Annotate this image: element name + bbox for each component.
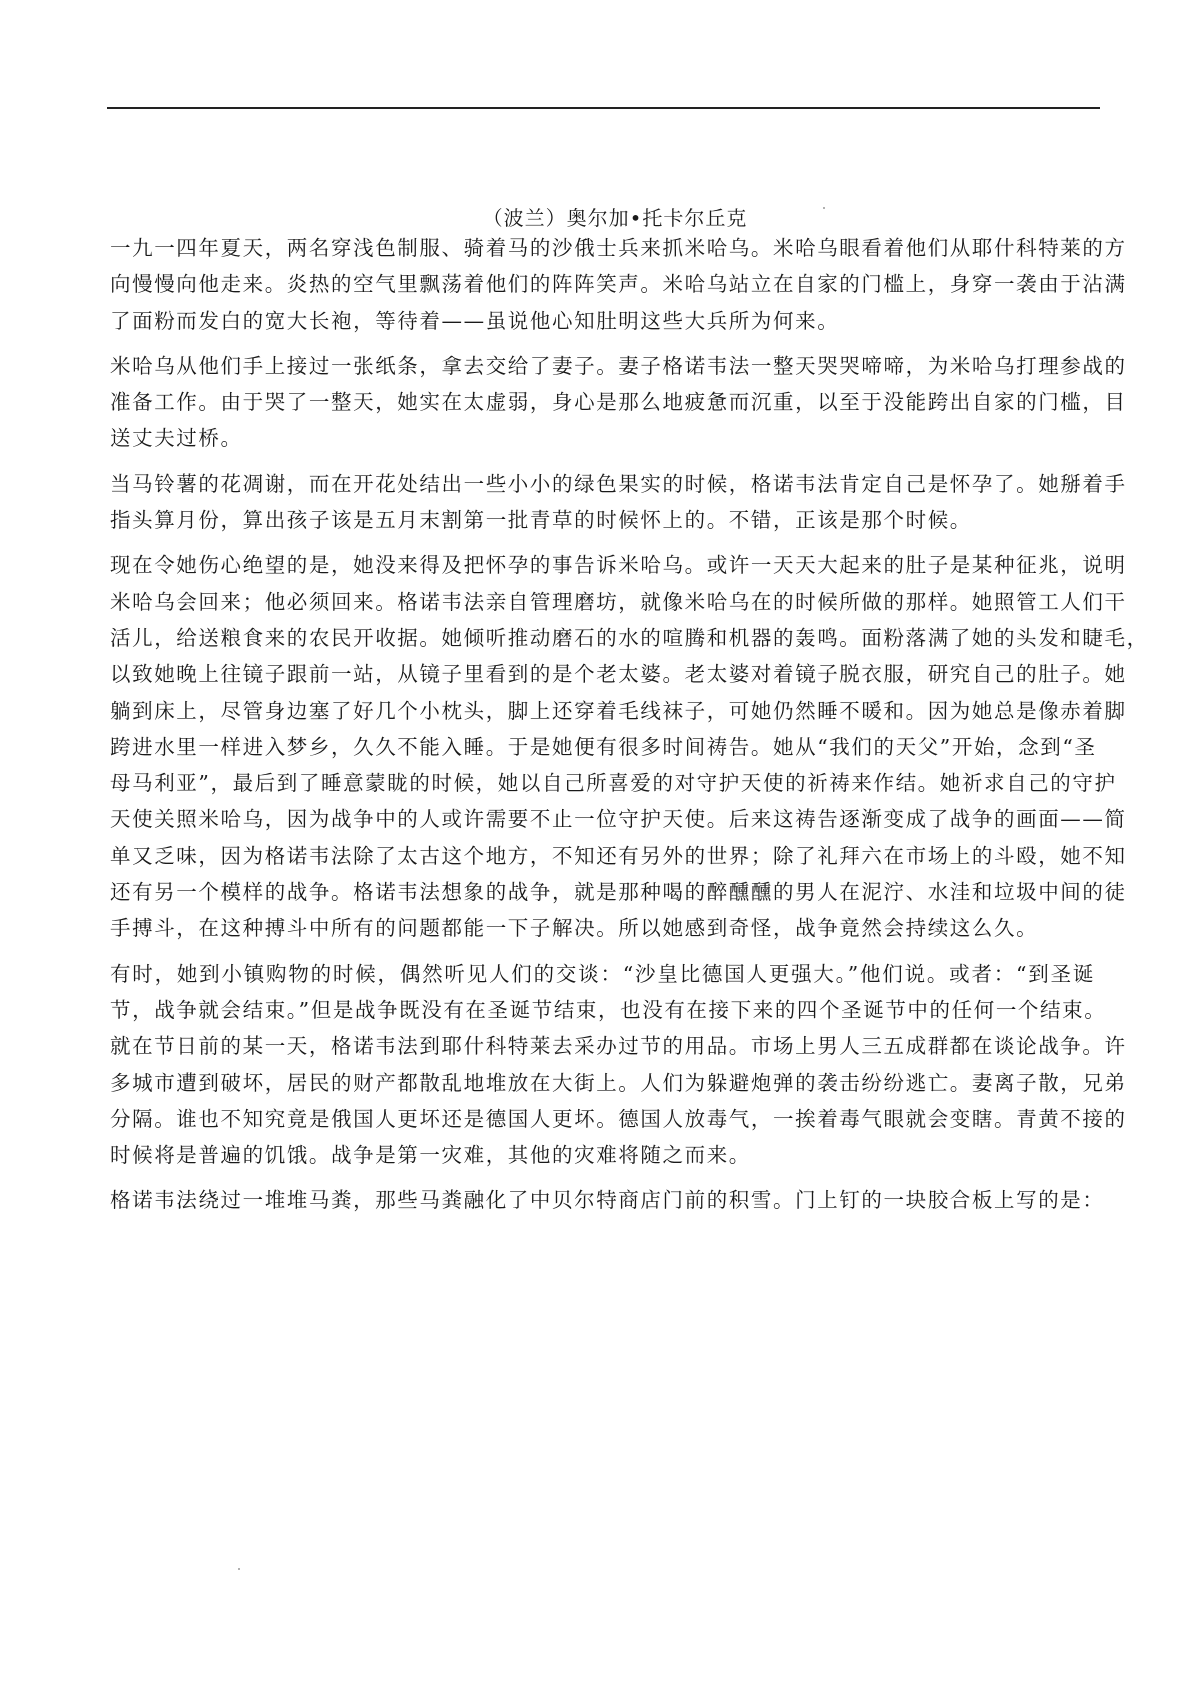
text-line: 就在节日前的某一天，格诺韦法到耶什科特莱去采办过节的用品。市场上男人三五成群都在谈论战争。许: [110, 1034, 1127, 1059]
paragraph: [110, 956, 1127, 1174]
paragraph: [110, 230, 1127, 339]
text-line: 以致她晚上往镜子跟前一站，从镜子里看到的是个老太婆。老太婆对着镜子脱衣服，研究自己的肚子。她: [110, 662, 1127, 687]
text-line: 还有另一个模样的战争。格诺韦法想象的战争，就是那种喝的醉醺醺的男人在泥泞、水洼和垃圾中间的徒: [110, 880, 1127, 905]
text-line: 天使关照米哈乌，因为战争中的人或许需要不止一位守护天使。后来这祷告逐渐变成了战争的画面——简: [110, 807, 1127, 832]
text-line: 时候将是普遍的饥饿。战争是第一灾难，其他的灾难将随之而来。: [110, 1143, 751, 1168]
text-line: 母马利亚”，最后到了睡意蒙眬的时候，她以自己所喜爱的对守护天使的祈祷来作结。她祈求自己的守护: [110, 771, 1117, 796]
text-line: 手搏斗，在这种搏斗中所有的问题都能一下子解决。所以她感到奇怪，战争竟然会持续这么久。: [110, 916, 1039, 941]
author-byline: （波兰）奥尔加•托卡尔丘克: [482, 206, 748, 230]
text-line: 躺到床上，尽管身边塞了好几个小枕头，脚上还穿着毛线袜子，可她仍然睡不暖和。因为她总是像赤着脚: [110, 698, 1127, 723]
text-line: 送丈夫过桥。: [110, 426, 243, 451]
text-line: 单又乏味，因为格诺韦法除了太古这个地方，不知还有另外的世界；除了礼拜六在市场上的斗殴，她不知: [110, 843, 1127, 868]
paragraph: [110, 348, 1127, 457]
text-line: 格诺韦法绕过一堆堆马粪，那些马粪融化了中贝尔特商店门前的积雪。门上钉的一块胶合板上写的是：: [110, 1188, 1105, 1213]
text-line: 米哈乌从他们手上接过一张纸条，拿去交给了妻子。妻子格诺韦法一整天哭哭啼啼，为米哈乌打理参战的: [110, 353, 1127, 378]
text-line: 当马铃薯的花凋谢，而在开花处结出一些小小的绿色果实的时候，格诺韦法肯定自己是怀孕了。她掰着手: [110, 471, 1127, 496]
paragraph: [110, 466, 1127, 539]
header-rule: [107, 107, 1100, 109]
text-line: 向慢慢向他走来。炎热的空气里飘荡着他们的阵阵笑声。米哈乌站立在自家的门槛上，身穿一袭由于沾满: [110, 272, 1127, 297]
text-line: 分隔。谁也不知究竟是俄国人更坏还是德国人更坏。德国人放毒气，一挨着毒气眼就会变瞎。青黄不接的: [110, 1106, 1127, 1131]
text-line: 了面粉而发白的宽大长袍，等待着——虽说他心知肚明这些大兵所为何来。: [110, 308, 840, 333]
scan-speck: [238, 1568, 240, 1570]
text-line: 活儿，给送粮食来的农民开收据。她倾听推动磨石的水的喧腾和机器的轰鸣。面粉落满了她的头发和睫毛，: [110, 625, 1149, 650]
text-line: 准备工作。由于哭了一整天，她实在太虚弱，身心是那么地疲惫而沉重，以至于没能跨出自家的门槛，目: [110, 390, 1127, 415]
text-line: 指头算月份，算出孩子该是五月末割第一批青草的时候怀上的。不错，正该是那个时候。: [110, 508, 972, 533]
text-line: 节，战争就会结束。”但是战争既没有在圣诞节结束，也没有在接下来的四个圣诞节中的任何一个结束。: [110, 997, 1107, 1022]
text-line: 多城市遭到破坏，居民的财产都散乱地堆放在大街上。人们为躲避炮弹的袭击纷纷逃亡。妻离子散，兄弟: [110, 1070, 1127, 1095]
text-line: 米哈乌会回来；他必须回来。格诺韦法亲自管理磨坊，就像米哈乌在的时候所做的那样。她照管工人们干: [110, 589, 1127, 614]
text-line: 一九一四年夏天，两名穿浅色制服、骑着马的沙俄士兵来抓米哈乌。米哈乌眼看着他们从耶什科特莱的方: [110, 236, 1127, 260]
text-line: 跨进水里一样进入梦乡，久久不能入睡。于是她便有很多时间祷告。她从“我们的天父”开始，念到“圣: [110, 734, 1097, 759]
article-body: [110, 230, 1149, 1228]
text-line: 有时，她到小镇购物的时候，偶然听见人们的交谈：“沙皇比德国人更强大。”他们说。或者：“到圣诞: [110, 961, 1095, 986]
paragraph: [110, 547, 1149, 946]
text-line: 现在令她伤心绝望的是，她没来得及把怀孕的事告诉米哈乌。或许一天天大起来的肚子是某种征兆，说明: [110, 553, 1127, 578]
paragraph: [110, 1182, 1105, 1218]
